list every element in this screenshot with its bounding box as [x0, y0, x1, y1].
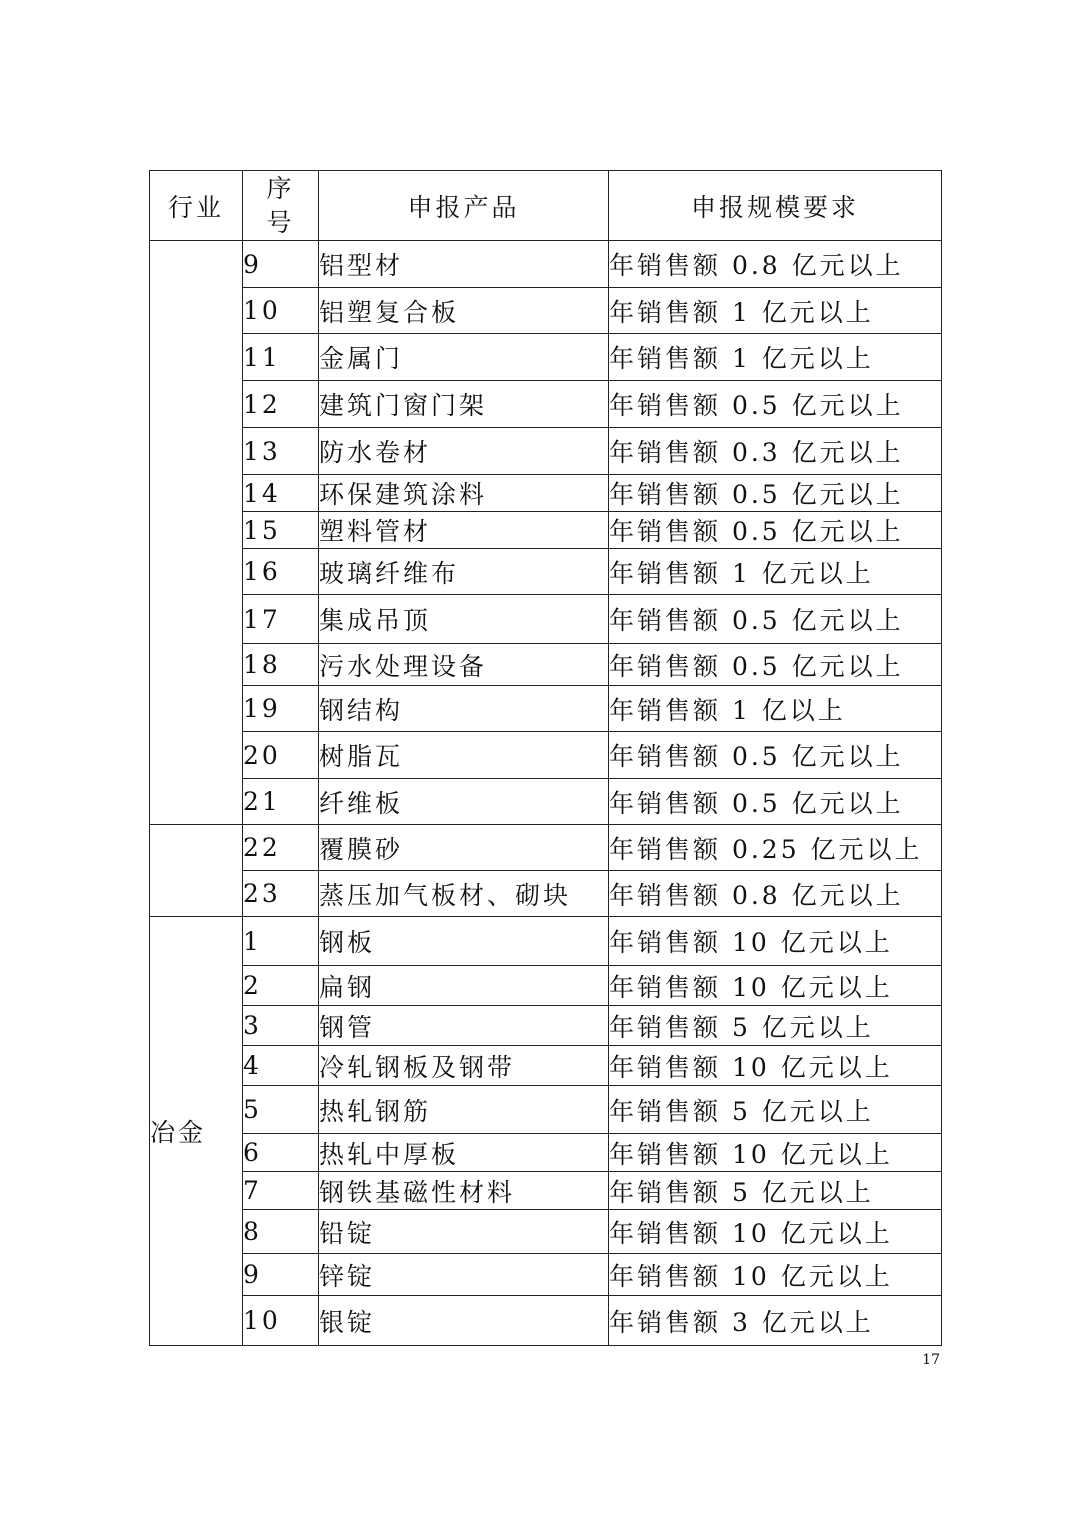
seq-cell: 22	[243, 825, 319, 871]
product-cell: 锌锭	[319, 1254, 609, 1296]
requirement-cell: 年销售额 1 亿元以上	[609, 288, 942, 334]
seq-cell: 17	[243, 595, 319, 644]
requirement-cell: 年销售额 10 亿元以上	[609, 1254, 942, 1296]
product-cell: 树脂瓦	[319, 732, 609, 779]
requirement-cell: 年销售额 0.5 亿元以上	[609, 475, 942, 512]
table-row	[150, 1006, 942, 1046]
requirement-cell: 年销售额 1 亿元以上	[609, 334, 942, 381]
product-cell: 冷轧钢板及钢带	[319, 1046, 609, 1086]
seq-cell: 23	[243, 871, 319, 917]
header-requirement: 申报规模要求	[609, 171, 942, 241]
requirement-cell: 年销售额 0.5 亿元以上	[609, 381, 942, 428]
table-row	[150, 1086, 942, 1134]
table-row	[150, 1296, 942, 1346]
table-row	[150, 1172, 942, 1210]
product-cell: 玻璃纤维布	[319, 549, 609, 595]
table-row	[150, 825, 942, 871]
seq-cell: 10	[243, 1296, 319, 1346]
product-cell: 环保建筑涂料	[319, 475, 609, 512]
product-cell: 银锭	[319, 1296, 609, 1346]
product-cell: 钢板	[319, 917, 609, 966]
seq-cell: 4	[243, 1046, 319, 1086]
product-cell: 塑料管材	[319, 512, 609, 549]
page-number: 17	[922, 1352, 940, 1368]
seq-cell: 19	[243, 686, 319, 732]
table-row	[150, 1046, 942, 1086]
product-requirements-table	[149, 170, 942, 1346]
requirement-cell: 年销售额 0.5 亿元以上	[609, 512, 942, 549]
table-row	[150, 917, 942, 966]
header-seq-line-2: 号	[266, 207, 295, 237]
product-cell: 铝塑复合板	[319, 288, 609, 334]
table-row	[150, 779, 942, 825]
product-cell: 热轧中厚板	[319, 1134, 609, 1172]
requirement-cell: 年销售额 10 亿元以上	[609, 1046, 942, 1086]
table-row	[150, 1210, 942, 1254]
table-row	[150, 1134, 942, 1172]
table-row	[150, 475, 942, 512]
table-row	[150, 288, 942, 334]
seq-cell: 9	[243, 1254, 319, 1296]
product-cell: 污水处理设备	[319, 644, 609, 686]
requirement-cell: 年销售额 1 亿元以上	[609, 549, 942, 595]
product-cell: 钢管	[319, 1006, 609, 1046]
table-row	[150, 966, 942, 1006]
header-seq	[243, 171, 319, 241]
table-row	[150, 686, 942, 732]
table-row	[150, 732, 942, 779]
industry-cell: 冶金	[150, 917, 243, 1346]
header-product: 申报产品	[319, 171, 609, 241]
product-cell: 金属门	[319, 334, 609, 381]
header-seq-line-1: 序	[266, 173, 295, 203]
requirement-cell: 年销售额 10 亿元以上	[609, 917, 942, 966]
seq-cell: 3	[243, 1006, 319, 1046]
product-cell: 铝型材	[319, 241, 609, 288]
requirement-cell: 年销售额 0.8 亿元以上	[609, 241, 942, 288]
seq-cell: 6	[243, 1134, 319, 1172]
table-row	[150, 871, 942, 917]
requirement-cell: 年销售额 0.5 亿元以上	[609, 644, 942, 686]
product-cell: 建筑门窗门架	[319, 381, 609, 428]
seq-cell: 7	[243, 1172, 319, 1210]
table-row	[150, 428, 942, 475]
requirement-cell: 年销售额 0.5 亿元以上	[609, 732, 942, 779]
table-row	[150, 381, 942, 428]
seq-cell: 9	[243, 241, 319, 288]
product-cell: 钢铁基磁性材料	[319, 1172, 609, 1210]
product-cell: 扁钢	[319, 966, 609, 1006]
seq-cell: 11	[243, 334, 319, 381]
requirement-cell: 年销售额 5 亿元以上	[609, 1086, 942, 1134]
table-row	[150, 1254, 942, 1296]
requirement-cell: 年销售额 0.5 亿元以上	[609, 595, 942, 644]
seq-cell: 20	[243, 732, 319, 779]
seq-cell: 8	[243, 1210, 319, 1254]
product-cell: 集成吊顶	[319, 595, 609, 644]
seq-cell: 2	[243, 966, 319, 1006]
product-cell: 覆膜砂	[319, 825, 609, 871]
requirement-cell: 年销售额 0.8 亿元以上	[609, 871, 942, 917]
product-cell: 蒸压加气板材、砌块	[319, 871, 609, 917]
requirement-cell: 年销售额 1 亿以上	[609, 686, 942, 732]
product-cell: 热轧钢筋	[319, 1086, 609, 1134]
table-row	[150, 644, 942, 686]
product-cell: 钢结构	[319, 686, 609, 732]
requirement-cell: 年销售额 5 亿元以上	[609, 1172, 942, 1210]
product-cell: 纤维板	[319, 779, 609, 825]
product-cell: 铅锭	[319, 1210, 609, 1254]
table-row	[150, 334, 942, 381]
seq-cell: 14	[243, 475, 319, 512]
table-row	[150, 241, 942, 288]
header-industry: 行业	[150, 171, 243, 241]
seq-cell: 13	[243, 428, 319, 475]
seq-cell: 12	[243, 381, 319, 428]
table-row	[150, 549, 942, 595]
table-header-row	[150, 171, 942, 241]
seq-cell: 15	[243, 512, 319, 549]
industry-cell	[150, 241, 243, 825]
seq-cell: 10	[243, 288, 319, 334]
table-row	[150, 512, 942, 549]
requirement-cell: 年销售额 0.25 亿元以上	[609, 825, 942, 871]
seq-cell: 5	[243, 1086, 319, 1134]
table-row	[150, 595, 942, 644]
industry-cell	[150, 825, 243, 917]
requirement-cell: 年销售额 10 亿元以上	[609, 966, 942, 1006]
requirement-cell: 年销售额 10 亿元以上	[609, 1134, 942, 1172]
seq-cell: 21	[243, 779, 319, 825]
seq-cell: 18	[243, 644, 319, 686]
requirement-cell: 年销售额 3 亿元以上	[609, 1296, 942, 1346]
requirement-cell: 年销售额 0.5 亿元以上	[609, 779, 942, 825]
seq-cell: 1	[243, 917, 319, 966]
product-cell: 防水卷材	[319, 428, 609, 475]
requirement-cell: 年销售额 5 亿元以上	[609, 1006, 942, 1046]
requirement-cell: 年销售额 0.3 亿元以上	[609, 428, 942, 475]
requirement-cell: 年销售额 10 亿元以上	[609, 1210, 942, 1254]
seq-cell: 16	[243, 549, 319, 595]
